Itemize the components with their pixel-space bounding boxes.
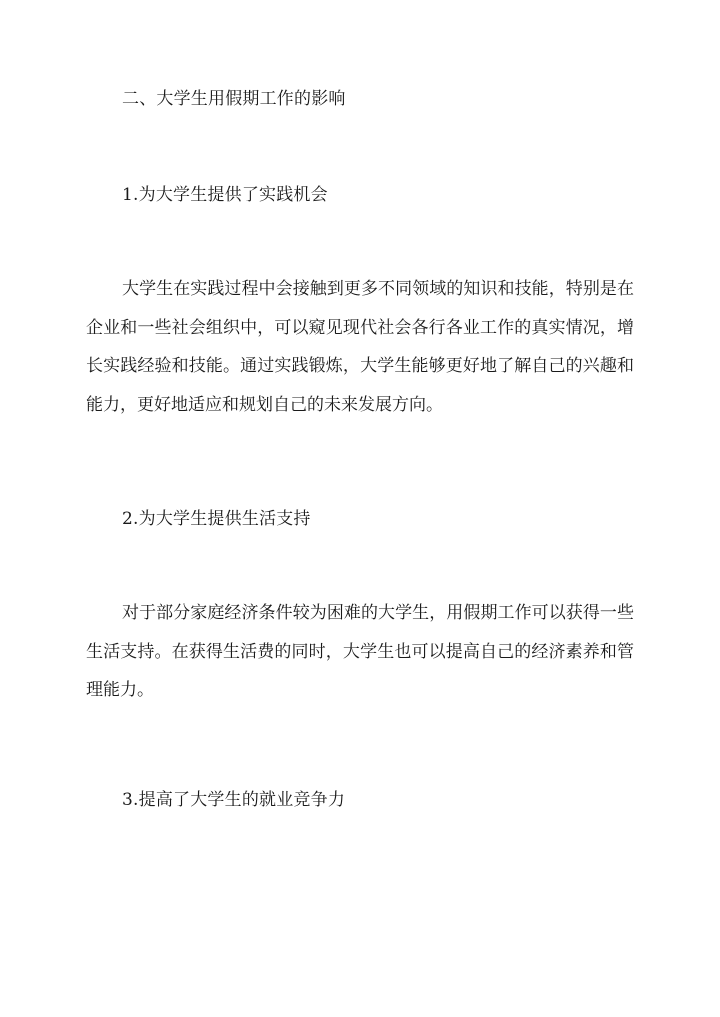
subsection-body-1: 大学生在实践过程中会接触到更多不同领域的知识和技能，特别是在企业和一些社会组织中，可以窥见现代社会各行各业工作的真实情况，增长实践经验和技能。通过实践锻炼，大学生能够更好地了解自己的兴趣和能力，更好地适应和规划自己的未来发展方向。 xyxy=(86,279,634,415)
subsection-heading-2: 2.为大学生提供生活支持 xyxy=(122,509,311,529)
subsection-heading-1: 1.为大学生提供了实践机会 xyxy=(122,185,328,205)
subsection-body-2: 对于部分家庭经济条件较为困难的大学生，用假期工作可以获得一些生活支持。在获得生活费的同时，大学生也可以提高自己的经济素养和管理能力。 xyxy=(86,603,634,700)
section-heading: 二、大学生用假期工作的影响 xyxy=(122,89,346,109)
subsection-heading-3: 3.提高了大学生的就业竞争力 xyxy=(122,790,346,810)
